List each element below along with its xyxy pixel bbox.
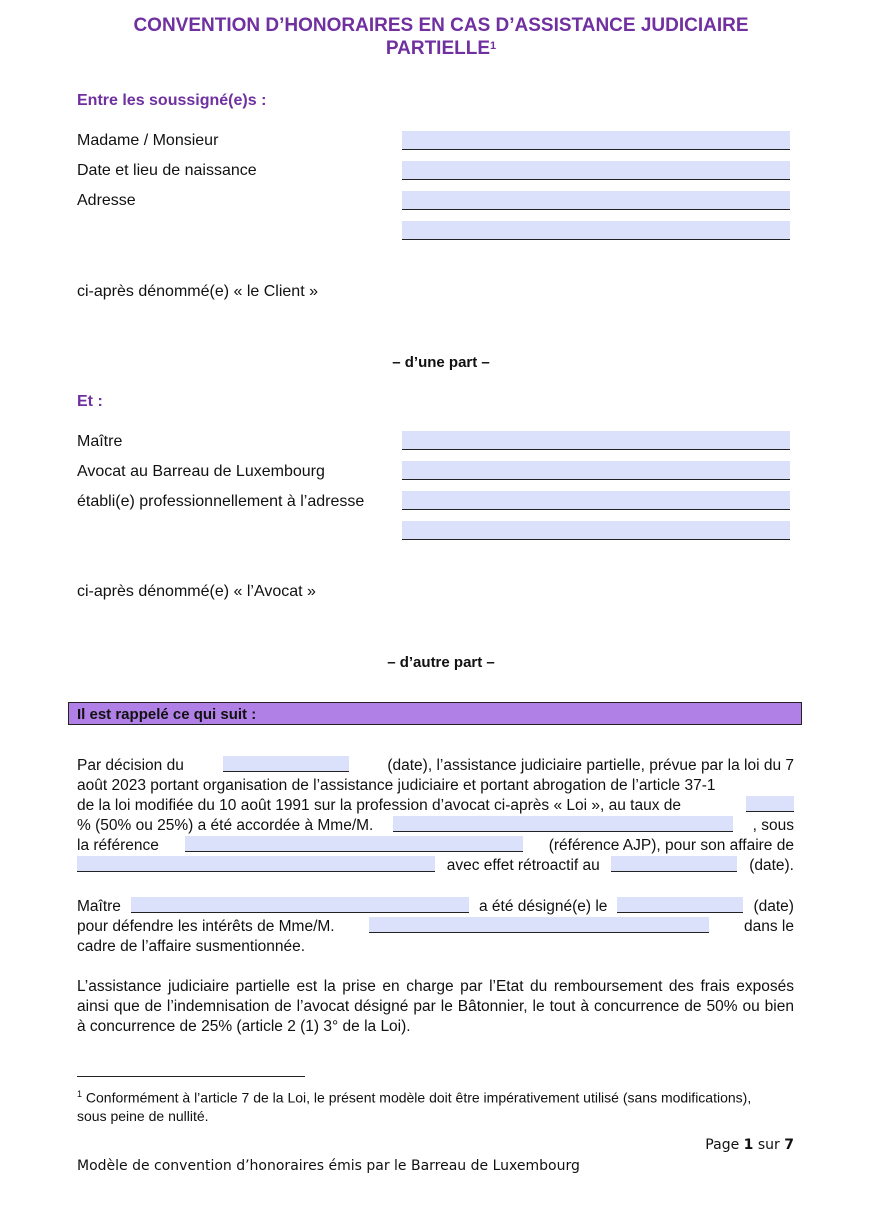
retroactive-date-field[interactable] [611, 856, 737, 872]
rate-field[interactable] [746, 796, 794, 812]
p2-text-1a: Maître [77, 898, 121, 915]
defended-party-field[interactable] [369, 917, 709, 933]
p1-text-4b: , sous [752, 817, 794, 834]
page-total: 7 [784, 1137, 794, 1153]
p1-text-4a: % (50% ou 25%) a été accordée à Mme/M. [77, 817, 374, 834]
recall-banner: Il est rappelé ce qui suit : [68, 702, 802, 725]
p1-text-6a: avec effet rétroactif au [446, 857, 600, 874]
avocat-heading: Et : [77, 393, 103, 410]
p1-text-5b: (référence AJP), pour son affaire de [548, 837, 794, 854]
p1-text-6b: (date). [749, 857, 794, 874]
ajp-reference-field[interactable] [185, 836, 523, 852]
decision-paragraph [77, 756, 794, 876]
designation-paragraph [77, 897, 794, 957]
first-part-label: – d’une part – [392, 354, 490, 371]
title-line-1: CONVENTION D’HONORAIRES EN CAS D’ASSISTANCE JUDICIAIRE [133, 15, 749, 36]
beneficiary-name-field[interactable] [393, 816, 733, 832]
p2-text-1c: (date) [753, 898, 794, 915]
p1-line-3 [77, 796, 794, 816]
client-address-field-1[interactable] [402, 191, 790, 210]
p1-text-3: de la loi modifiée du 10 août 1991 sur la profession d’avocat ci-après « Loi », au taux de [77, 797, 682, 814]
client-heading: Entre les soussigné(e)s : [77, 92, 267, 109]
label-birth: Date et lieu de naissance [77, 162, 257, 179]
page-current: 1 [743, 1137, 754, 1153]
p2-line-2 [77, 917, 794, 937]
designation-date-field[interactable] [617, 897, 743, 913]
avocat-address-field-1[interactable] [402, 491, 790, 510]
p1-line-4 [77, 816, 794, 836]
label-address: Adresse [77, 192, 136, 209]
p1-line-5 [77, 836, 794, 856]
title-line-2: PARTIELLE$^1$ [385, 38, 497, 59]
label-barreau: Avocat au Barreau de Luxembourg [77, 463, 325, 480]
p1-line-6 [77, 856, 794, 876]
second-part-label: – d’autre part – [387, 654, 495, 671]
p1-text-1b: (date), l’assistance judiciaire partielle, prévue par la loi du 7 [387, 757, 794, 774]
avocat-barreau-field[interactable] [402, 461, 790, 480]
p1-text-2: août 2023 portant organisation de l’assistance judiciaire et portant abrogation de l’article 37-1 [77, 777, 716, 794]
avocat-name-field[interactable] [402, 431, 790, 450]
page-sep: sur [757, 1137, 780, 1153]
p2-text-2b: dans le [744, 918, 794, 935]
avocat-designation: ci-après dénommé(e) « l’Avocat » [77, 583, 316, 600]
page-word: Page [705, 1137, 740, 1153]
document-title [0, 14, 882, 60]
p1-text-5a: la référence [77, 837, 159, 854]
label-maitre: Maître [77, 433, 123, 450]
footer-model-text: Modèle de convention d’honoraires émis par le Barreau de Luxembourg [77, 1158, 580, 1174]
footnote-separator [77, 1076, 305, 1077]
case-description-field[interactable] [77, 856, 435, 872]
p1-line-1 [77, 756, 794, 776]
explanation-paragraph: L’assistance judiciaire partielle est la prise en charge par l’Etat du remboursement des frais exposés ainsi que de l’indemnisation de l’avocat désigné par le Bâtonnier, le tout à concurrence de 50% ou bien à concurrence de 25% (article 2 (1) 3° de la Loi). [77, 978, 794, 1035]
label-name: Madame / Monsieur [77, 132, 219, 149]
p1-text-1a: Par décision du [77, 757, 184, 774]
client-name-field[interactable] [402, 131, 790, 150]
footnote-number: 1 [77, 1089, 83, 1099]
p2-text-2a: pour défendre les intérêts de Mme/M. [77, 918, 335, 935]
p2-text-1b: a été désigné(e) le [479, 898, 608, 915]
client-birth-field[interactable] [402, 161, 790, 180]
client-designation: ci-après dénommé(e) « le Client » [77, 283, 318, 300]
footnote-ref: 1 [490, 40, 497, 52]
p2-line-3: cadre de l’affaire susmentionnée. [77, 938, 306, 955]
decision-date-field[interactable] [223, 756, 349, 772]
p2-line-1 [77, 897, 794, 917]
footnote-text: Conformément à l’article 7 de la Loi, le présent modèle doit être impérativement utilisé (sans modifications), sous peine de nullité. [77, 1089, 752, 1124]
avocat-address-field-2[interactable] [402, 521, 790, 540]
designated-lawyer-field[interactable] [131, 897, 469, 913]
client-address-field-2[interactable] [402, 221, 790, 240]
label-avocat-address: établi(e) professionnellement à l’adresse [77, 493, 365, 510]
page-number [705, 1137, 794, 1153]
p1-line-2 [77, 776, 794, 796]
footnote [77, 1085, 777, 1125]
